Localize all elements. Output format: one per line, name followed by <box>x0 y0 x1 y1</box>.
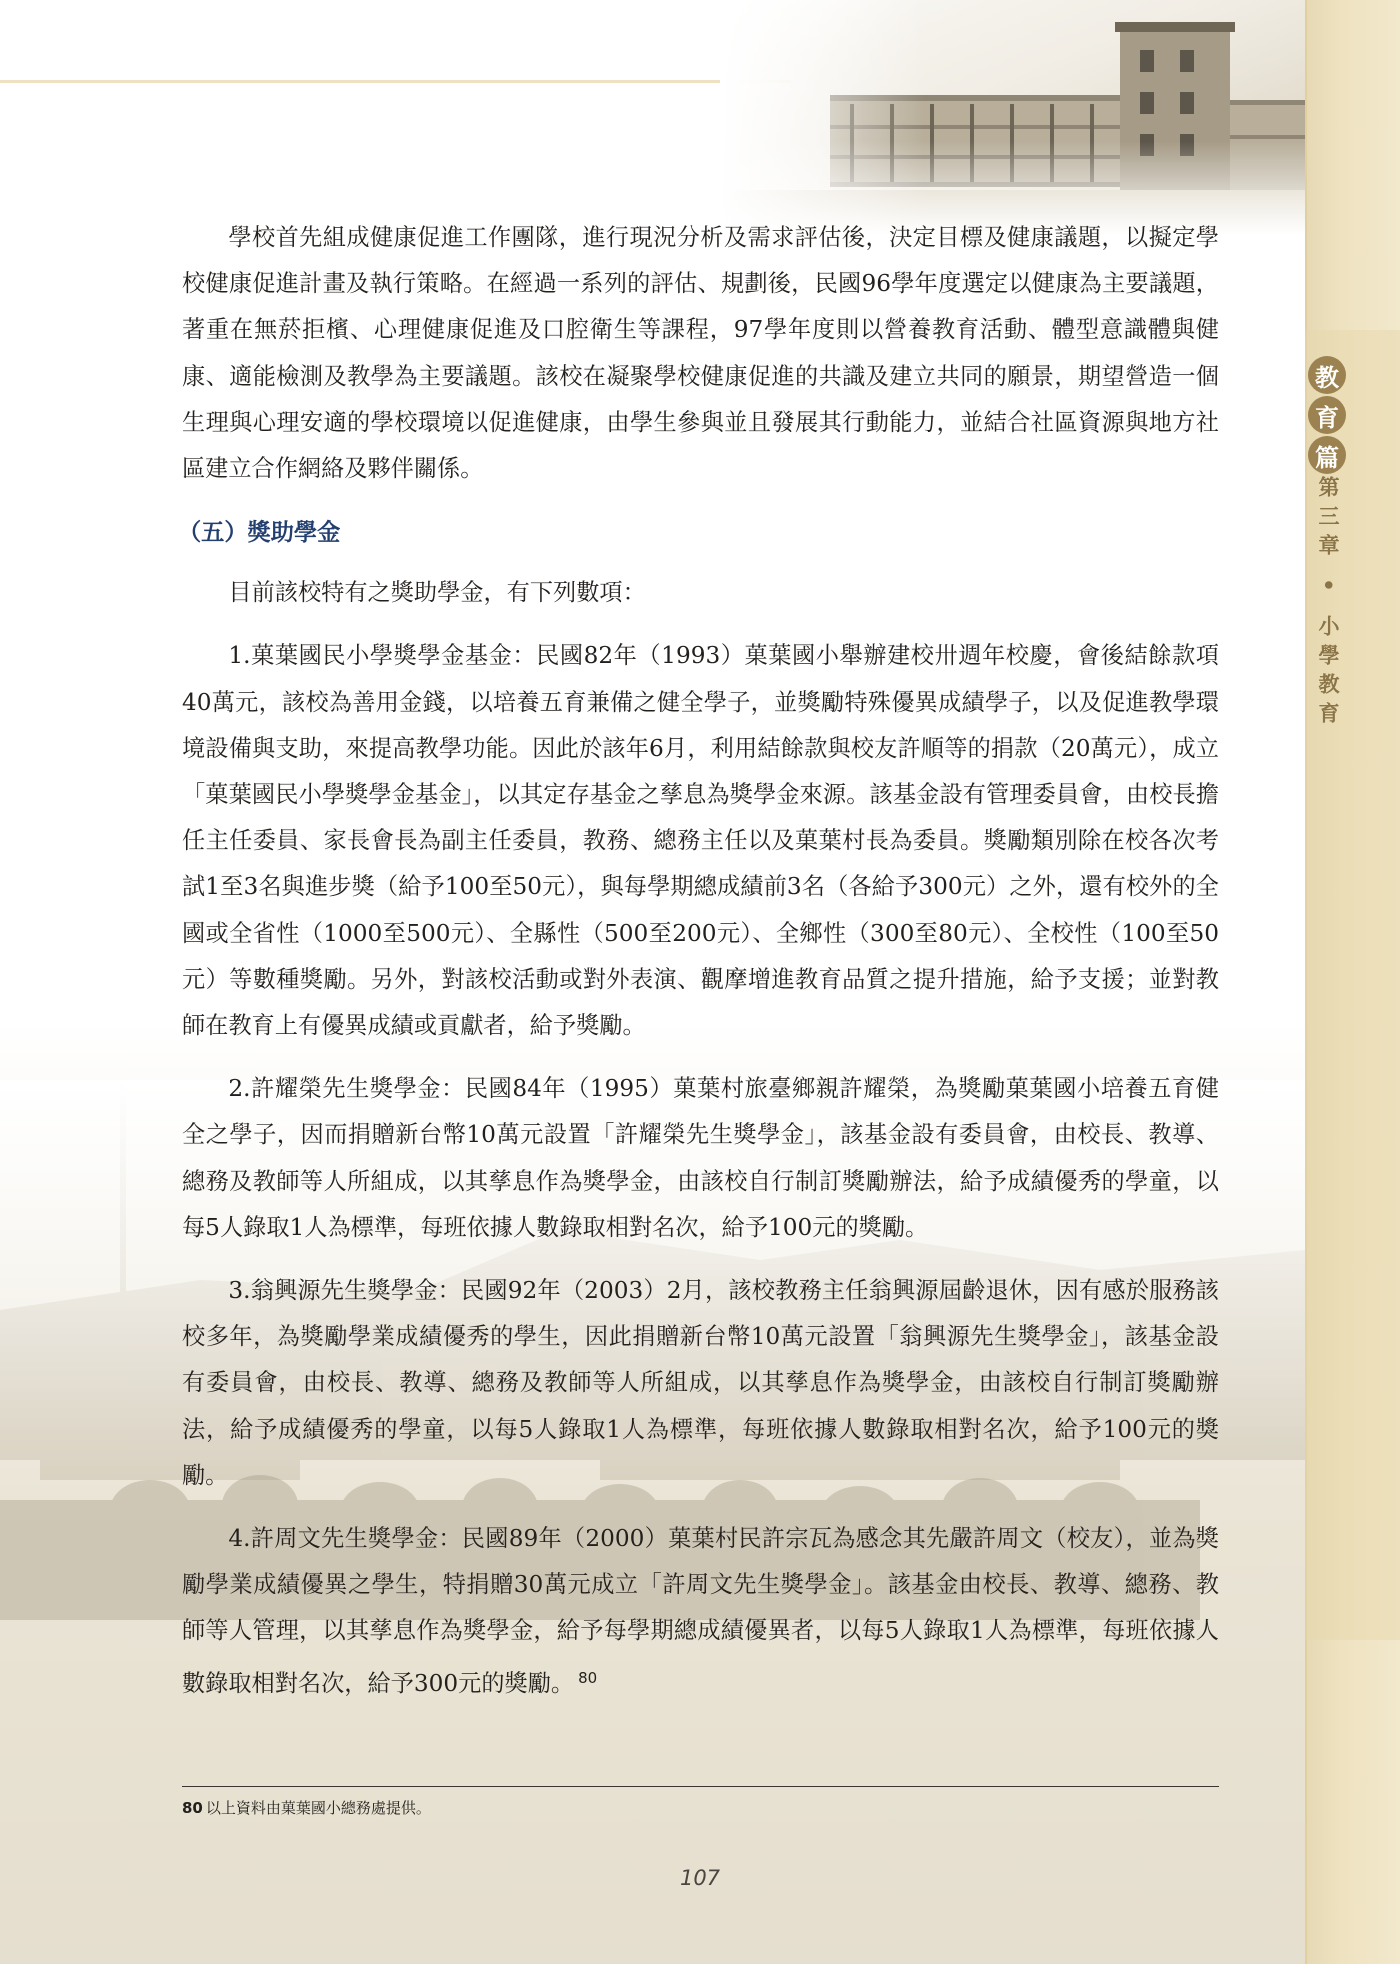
footnote-reference[interactable]: 80 <box>578 1668 598 1687</box>
footnote-text: 以上資料由菓葉國小總務處提供。 <box>205 1799 431 1817</box>
page-number: 107 <box>679 1866 721 1890</box>
paragraph-item-4 <box>182 1516 1219 1707</box>
paragraph-item-3: 3.翁興源先生獎學金：民國92年（2003）2月，該校教務主任翁興源屆齡退休，因有感於服務該校多年，為獎勵學業成績優秀的學生，因此捐贈新台幣10萬元設置「翁興源先生獎學金」，該基金設有委員會，由校長、教導、總務及教師等人所組成，以其孳息作為獎學金，由該校自行制訂獎勵辦法，給予成績優秀的學童，以每5人錄取1人為標準，每班依據人數錄取相對名次，給予100元的獎勵。 <box>182 1277 1219 1489</box>
section-marker <box>1308 356 1350 476</box>
main-content <box>178 215 1219 1707</box>
paragraph-item-4-text: 4.許周文先生獎學金：民國89年（2000）菓葉村民許宗瓦為感念其先嚴許周文（校友），並為獎勵學業成績優異之學生，特捐贈30萬元成立「許周文先生獎學金」。該基金由校長、教導、總務、教師等人管理，以其孳息作為獎學金，給予每學期總成績優異者，以每5人錄取1人為標準，每班依據人數錄取相對名次，給予300元的獎勵。 <box>182 1525 1219 1697</box>
page-number-wrap <box>0 1866 1400 1890</box>
footnote-number: 80 <box>182 1799 203 1817</box>
section-char-1: 教 <box>1308 356 1346 394</box>
school-building-image <box>720 0 1305 235</box>
paragraph-item-2: 2.許耀榮先生獎學金：民國84年（1995）菓葉村旅臺鄉親許耀榮，為獎勵菓葉國小培養五育健全之學子，因而捐贈新台幣10萬元設置「許耀榮先生獎學金」，該基金設有委員會，由校長、教導、總務及教師等人所組成，以其孳息作為獎學金，由該校自行制訂獎勵辦法，給予成績優秀的學童，以每5人錄取1人為標準，每班依據人數錄取相對名次，給予100元的獎勵。 <box>182 1075 1219 1241</box>
paragraph-item-1: 1.菓葉國民小學獎學金基金：民國82年（1993）菓葉國小舉辦建校卅週年校慶，會後結餘款項40萬元，該校為善用金錢，以培養五育兼備之健全學子，並獎勵特殊優異成績學子，以及促進教學環境設備與支助，來提高教學功能。因此於該年6月，利用結餘款與校友許順等的捐款（20萬元），成立「菓葉國民小學獎學金基金」，以其定存基金之孳息為獎學金來源。該基金設有管理委員會，由校長擔任主任委員、家長會長為副主任委員，教務、總務主任以及菓葉村長為委員。獎勵類別除在校各次考試1至3名與進步獎（給予100至50元），與每學期總成績前3名（各給予300元）之外，還有校外的全國或全省性（1000至500元）、全縣性（500至200元）、全鄉性（300至80元）、全校性（100至50元）等數種獎勵。另外，對該校活動或對外表演、觀摩增進教育品質之提升措施，給予支援；並對教師在教育上有優異成績或貢獻者，給予獎勵。 <box>182 642 1219 1040</box>
footnote <box>182 1797 431 1818</box>
chapter-label: 第三章 • 小學教育 <box>1316 476 1340 732</box>
paragraph-intro: 目前該校特有之獎助學金，有下列數項： <box>228 579 646 607</box>
header-rule <box>0 80 790 83</box>
section-heading-scholarships: （五）獎助學金 <box>178 519 341 547</box>
section-char-3: 篇 <box>1308 436 1346 474</box>
footnote-divider <box>182 1786 1219 1787</box>
section-char-2: 育 <box>1308 396 1346 434</box>
paragraph-health-promotion: 學校首先組成健康促進工作團隊，進行現況分析及需求評估後，決定目標及健康議題，以擬定學校健康促進計畫及執行策略。在經過一系列的評估、規劃後，民國96學年度選定以健康為主要議題，著重在無菸拒檳、心理健康促進及口腔衛生等課程，97學年度則以營養教育活動、體型意識體與健康、適能檢測及教學為主要議題。該校在凝聚學校健康促進的共識及建立共同的願景，期望營造一個生理與心理安適的學校環境以促進健康，由學生參與並且發展其行動能力，並結合社區資源與地方社區建立合作網絡及夥伴關係。 <box>182 224 1219 483</box>
